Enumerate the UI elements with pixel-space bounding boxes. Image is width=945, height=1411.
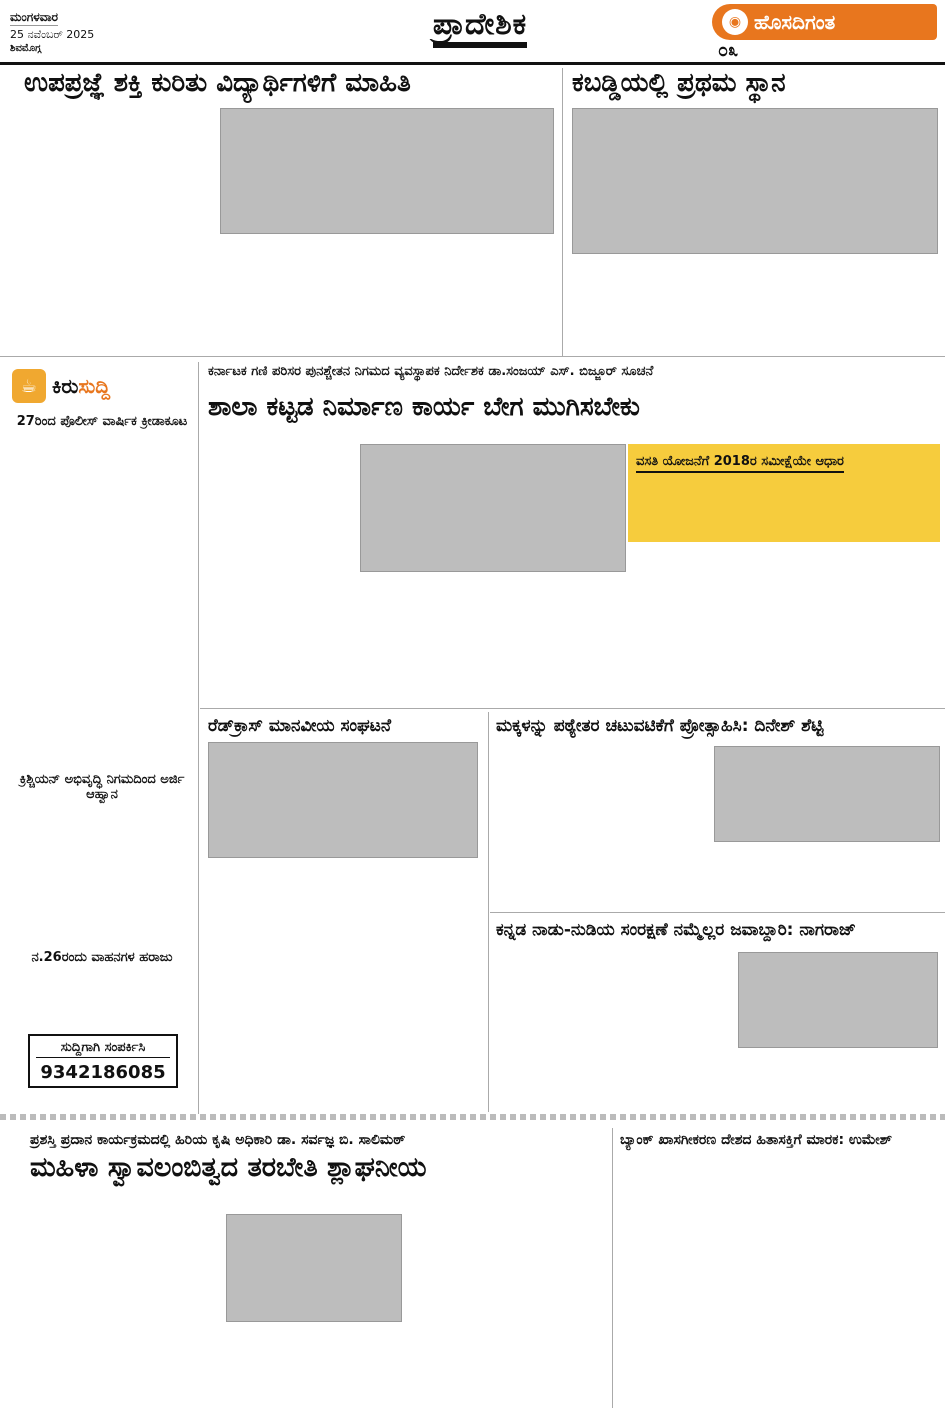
photo-redcross (208, 742, 478, 858)
headline-women: ಮಹಿಳಾ ಸ್ವಾವಲಂಬಿತ್ವದ ತರಬೇತಿ ಶ್ಲಾಘನೀಯ (30, 1152, 427, 1183)
row-rule (490, 912, 945, 913)
masthead-logo-icon: ◉ (722, 9, 748, 35)
column-rule (562, 68, 563, 356)
hostel-box (628, 444, 940, 542)
header-place: ಶಿವಮೊಗ್ಗ (10, 43, 42, 54)
page-number: ೦೩ (718, 40, 739, 61)
briefs-cup-icon: ☕ (12, 369, 46, 403)
contact-box (28, 1034, 178, 1088)
header-date: 25 ನವೆಂಬರ್ 2025 (10, 28, 95, 41)
headline-kabaddi: ಕಬಡ್ಡಿಯಲ್ಲಿ ಪ್ರಥಮ ಸ್ಥಾನ (572, 68, 786, 98)
column-rule (612, 1128, 613, 1408)
dash-rule (0, 1114, 945, 1120)
photo-kannada (738, 952, 938, 1048)
headline-bank: ಬ್ಯಾಂಕ್ ಖಾಸಗೀಕರಣ ದೇಶದ ಹಿತಾಸಕ್ತಿಗೆ ಮಾರಕ: ಉಮೇಶ್ (620, 1132, 893, 1148)
header-day: ಮಂಗಳವಾರ (10, 10, 59, 24)
sidebar-rule (198, 362, 199, 1114)
masthead (712, 4, 937, 40)
kicker-school: ಕರ್ನಾಟಕ ಗಣಿ ಪರಿಸರ ಪುನಶ್ಚೇತನ ನಿಗಮದ ವ್ಯವಸ್ಥಾಪಕ ನಿರ್ದೇಶಕ ಡಾ.ಸಂಜಯ್ ಎಸ್. ಬಿಜ್ಜೂರ್ ಸೂಚನೆ (208, 364, 654, 379)
headline-redcross: ರೆಡ್‌ಕ್ರಾಸ್ ಮಾನವೀಯ ಸಂಘಟನೆ (208, 716, 392, 736)
photo-school (360, 444, 626, 572)
brief-headline-vehicle-auction: ನ.26ರಂದು ವಾಹನಗಳ ಹರಾಜು (31, 950, 173, 965)
header-dateline (10, 6, 230, 54)
briefs-label-b: ಸುದ್ದಿ (78, 374, 111, 398)
contact-label: ಸುದ್ದಿಗಾಗಿ ಸಂಪರ್ಕಿಸಿ (36, 1040, 170, 1058)
headline-kannada: ಕನ್ನಡ ನಾಡು-ನುಡಿಯ ಸಂರಕ್ಷಣೆ ನಮ್ಮೆಲ್ಲರ ಜವಾಬ್ದಾರಿ: ನಾಗರಾಜ್ (496, 920, 856, 940)
column-rule (488, 712, 489, 1112)
photo-women (226, 1214, 402, 1322)
headline-school: ಶಾಲಾ ಕಟ್ಟಡ ನಿರ್ಮಾಣ ಕಾರ್ಯ ಬೇಗ ಮುಗಿಸಬೇಕು (208, 392, 640, 422)
masthead-name: ಹೊಸದಿಗಂತ (754, 10, 836, 34)
hostel-box-title: ವಸತಿ ಯೋಜನೆಗೆ 2018ರ ಸಮೀಕ್ಷೆಯೇ ಆಧಾರ (636, 454, 844, 473)
briefs-badge (12, 366, 192, 406)
photo-extracurricular (714, 746, 940, 842)
section-title (340, 4, 620, 50)
contact-number: 9342186085 (40, 1062, 166, 1083)
header-rule (0, 62, 945, 65)
row-rule (200, 708, 945, 709)
photo-subconscious (220, 108, 554, 234)
brief-headline-police-sports: 27ರಿಂದ ಪೊಲೀಸ್ ವಾರ್ಷಿಕ ಕ್ರೀಡಾಕೂಟ (16, 414, 188, 429)
briefs-label-a: ಕಿರು (52, 374, 79, 398)
kicker-women: ಪ್ರಶಸ್ತಿ ಪ್ರದಾನ ಕಾರ್ಯಕ್ರಮದಲ್ಲಿ ಹಿರಿಯ ಕೃಷಿ ಅಧಿಕಾರಿ ಡಾ. ಸರ್ವಜ್ಞ ಬಿ. ಸಾಲಿಮಠ್ (30, 1132, 406, 1148)
row-rule (0, 356, 945, 357)
headline-extracurricular: ಮಕ್ಕಳನ್ನು ಪಠ್ಯೇತರ ಚಟುವಟಿಕೆಗೆ ಪ್ರೋತ್ಸಾಹಿಸಿ: ದಿನೇಶ್ ಶೆಟ್ಟಿ (496, 716, 824, 736)
section-title-text: ಪ್ರಾದೇಶಿಕ (433, 7, 527, 48)
photo-kabaddi (572, 108, 938, 254)
brief-headline-christian-corp: ಕ್ರಿಶ್ಚಿಯನ್ ಅಭಿವೃದ್ಧಿ ನಿಗಮದಿಂದ ಅರ್ಜಿ ಆಹ್ವಾನ (19, 772, 185, 802)
headline-subconscious: ಉಪಪ್ರಜ್ಞೆ ಶಕ್ತಿ ಕುರಿತು ವಿದ್ಯಾರ್ಥಿಗಳಿಗೆ ಮಾಹಿತಿ (24, 68, 411, 98)
